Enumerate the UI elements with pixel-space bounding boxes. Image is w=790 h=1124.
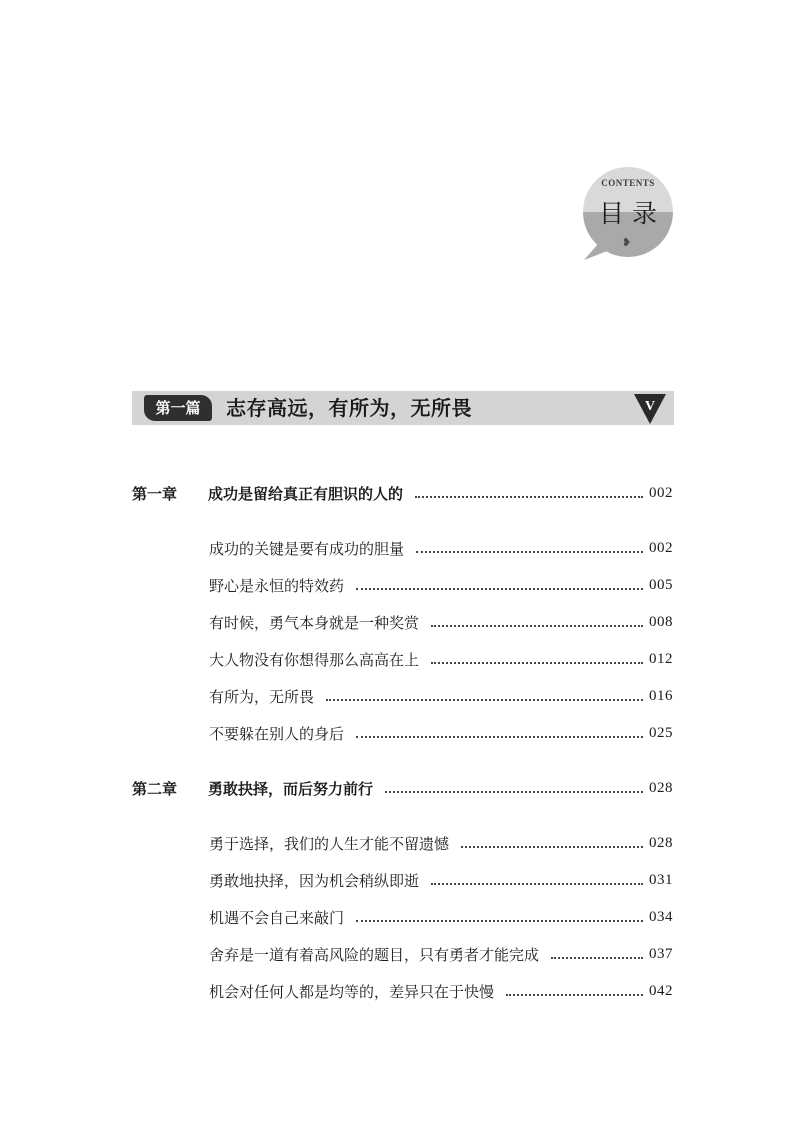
section-page: 016 (649, 687, 673, 704)
section-row[interactable] (209, 684, 673, 708)
section-page: 025 (649, 724, 673, 741)
leader-dots (326, 698, 643, 701)
section-title: 舍弃是一道有着高风险的题目，只有勇者才能完成 (209, 945, 540, 964)
section-page: 037 (649, 945, 673, 962)
section-row[interactable] (209, 573, 673, 597)
section-title: 有所为，无所畏 (209, 687, 315, 706)
leader-dots (416, 550, 643, 553)
chapter-row[interactable] (132, 776, 673, 800)
chapter-title: 勇敢抉择，而后努力前行 (208, 779, 374, 798)
section-page: 031 (649, 871, 673, 888)
section-row[interactable] (209, 721, 673, 745)
section-page: 012 (649, 650, 673, 667)
section-title: 有时候，勇气本身就是一种奖赏 (209, 613, 420, 632)
section-title: 不要躲在别人的身后 (209, 724, 345, 743)
section-row[interactable] (209, 868, 673, 892)
section-row[interactable] (209, 831, 673, 855)
section-title: 勇于选择，我们的人生才能不留遗憾 (209, 834, 450, 853)
contents-badge (580, 164, 676, 264)
leader-dots (431, 624, 643, 627)
section-title: 成功的关键是要有成功的胆量 (209, 539, 405, 558)
banner-mark-letter: V (644, 399, 656, 414)
leader-dots (506, 993, 643, 996)
leader-dots (431, 882, 643, 885)
leader-dots (356, 587, 643, 590)
section-page: 008 (649, 613, 673, 630)
contents-label-cn: 目录 (598, 199, 665, 228)
chapter-page: 028 (649, 779, 673, 796)
leader-dots (461, 845, 643, 848)
leader-dots (356, 919, 643, 922)
section-title: 机会对任何人都是均等的，差异只在于快慢 (209, 982, 495, 1001)
chapter-row[interactable] (132, 481, 673, 505)
section-page: 034 (649, 908, 673, 925)
leader-dots (385, 790, 643, 793)
section-row[interactable] (209, 536, 673, 560)
section-row[interactable] (209, 610, 673, 634)
heart-icon: ❥ (622, 236, 632, 249)
section-title: 大人物没有你想得那么高高在上 (209, 650, 420, 669)
section-title: 机遇不会自己来敲门 (209, 908, 345, 927)
section-page: 002 (649, 539, 673, 556)
section-title: 勇敢地抉择，因为机会稍纵即逝 (209, 871, 420, 890)
leader-dots (415, 495, 643, 498)
section-row[interactable] (209, 942, 673, 966)
section-row[interactable] (209, 905, 673, 929)
chapter-number: 第二章 (132, 779, 178, 798)
shield-v-icon (632, 390, 668, 426)
leader-dots (431, 661, 643, 664)
chapter-page: 002 (649, 484, 673, 501)
leader-dots (356, 735, 643, 738)
contents-label-en: CONTENTS (601, 178, 655, 188)
chapter-title: 成功是留给真正有胆识的人的 (208, 484, 404, 503)
chapter-number: 第一章 (132, 484, 178, 503)
part-banner (132, 391, 674, 425)
leader-dots (551, 956, 643, 959)
section-page: 042 (649, 982, 673, 999)
part-title: 志存高远，有所为，无所畏 (226, 396, 472, 420)
section-row[interactable] (209, 979, 673, 1003)
section-page: 005 (649, 576, 673, 593)
section-row[interactable] (209, 647, 673, 671)
part-tag: 第一篇 (144, 395, 212, 421)
section-title: 野心是永恒的特效药 (209, 576, 345, 595)
section-page: 028 (649, 834, 673, 851)
